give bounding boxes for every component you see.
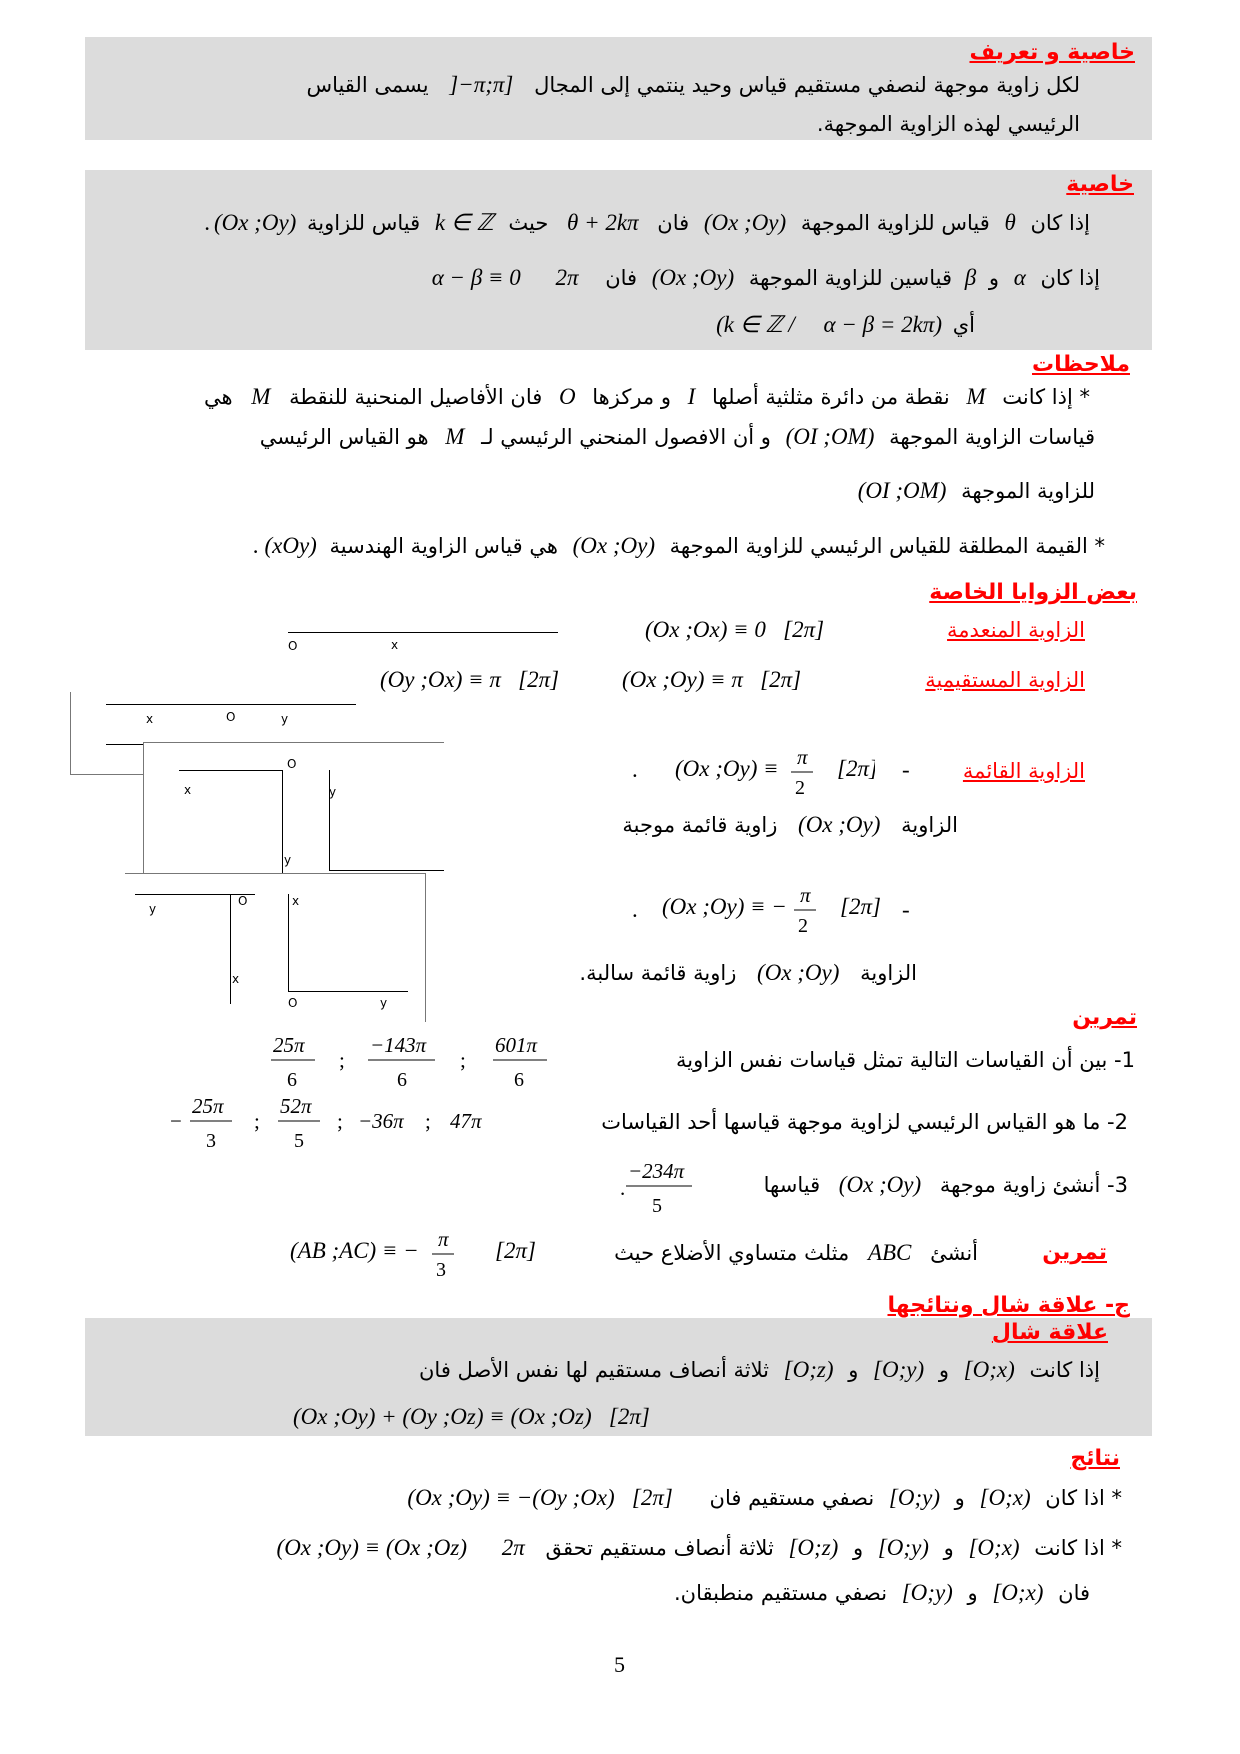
fig-label-y: y <box>281 712 289 726</box>
property-line-2 <box>424 265 1100 291</box>
fig-label-o: O <box>287 757 297 771</box>
oi-om-math: (OI ;OM) <box>857 478 947 503</box>
svg-text:[2π]: [2π] <box>837 756 875 781</box>
oy-math: [O;y) <box>877 1535 929 1560</box>
notes-line-1 <box>204 384 1090 410</box>
straight-angle-label: الزاوية المستقيمية <box>925 668 1085 692</box>
k-condition-math: (k ∈ ℤ / α − β = 2kπ) <box>716 312 943 337</box>
svg-text:6: 6 <box>397 1069 407 1091</box>
notes-line-3 <box>850 478 1095 504</box>
fig-label-o: O <box>226 710 236 724</box>
text: و <box>848 1358 859 1382</box>
definition-line-2: الرئيسي لهذه الزاوية الموجهة. <box>816 112 1080 136</box>
text: هو القياس الرئيسي <box>259 425 429 449</box>
angle-math: (Ox ;Oy) <box>651 265 735 290</box>
oy-math: [O;y) <box>873 1357 925 1382</box>
theta-2kpi-math: θ + 2kπ <box>567 210 639 235</box>
chasles-heading: ج- علاقة شال ونتائجها <box>887 1293 1130 1318</box>
right-angle-text <box>622 812 958 838</box>
exercise-1-q3-value <box>620 1155 710 1223</box>
svg-text:π: π <box>800 883 811 907</box>
fig-label-o: O <box>288 639 298 653</box>
r2-eq-math: (Ox ;Oy) ≡ (Ox ;Oz) <box>276 1535 468 1560</box>
svg-text:π: π <box>797 745 808 769</box>
text: و <box>853 1536 864 1560</box>
text: فان الأفاصيل المنحنية للنقطة <box>289 385 543 409</box>
m-math: M <box>251 384 271 409</box>
svg-text:.: . <box>620 1176 626 1200</box>
svg-text:(Ox ;Oy) ≡ −: (Ox ;Oy) ≡ − <box>662 894 787 919</box>
svg-text:52π: 52π <box>280 1094 312 1118</box>
exercise-1-q2-values <box>170 1088 515 1158</box>
text: فان <box>605 266 638 290</box>
fig-label-o: O <box>288 996 298 1010</box>
exercise-2-title: تمرين <box>1042 1240 1107 1265</box>
page-number: 5 <box>614 1652 625 1677</box>
m-math: M <box>966 384 986 409</box>
null-angle-label: الزاوية المنعدمة <box>947 618 1085 642</box>
property-box <box>85 170 1152 350</box>
straight-angle-eq-2: (Oy ;Ox) ≡ π [2π] <box>380 667 560 692</box>
svg-text:5: 5 <box>294 1130 304 1152</box>
fig-label-y: y <box>284 853 292 867</box>
svg-text:;: ; <box>254 1109 260 1133</box>
text: ثلاثة أنصاف مستقيم تحقق <box>545 1536 774 1560</box>
text: نقطة من دائرة مثلثية أصلها <box>712 385 950 409</box>
text: * القيمة المطلقة للقياس الرئيسي للزاوية الموجهة <box>669 534 1105 558</box>
svg-text:;: ; <box>337 1109 343 1133</box>
neg-angle-eq-svg <box>662 880 882 940</box>
fig-label-x: x <box>146 712 154 726</box>
text: فان <box>1058 1581 1090 1605</box>
text: قياسات الزاوية الموجهة <box>889 425 1095 449</box>
two-pi-math: 2π <box>555 265 579 290</box>
text: و <box>988 266 1000 290</box>
text: قياس للزاوية <box>307 211 421 235</box>
exercise-1-title: تمرين <box>1072 1005 1137 1030</box>
text: إذا كانت <box>1029 1358 1100 1382</box>
text: 3- أنشئ زاوية موجهة <box>939 1173 1128 1197</box>
q1-value-2 <box>368 1033 435 1091</box>
property-line-1: إذا كان θ قياس للزاوية الموجهة (Ox ;Oy) فان θ + 2kπ حيث k ∈ ℤ قياس للزاوية (Ox ;Oy). <box>204 210 1090 235</box>
svg-text:6: 6 <box>287 1069 297 1091</box>
chasles-title: علاقة شال <box>991 1320 1108 1345</box>
neg-angle-dot: . <box>632 897 638 922</box>
exercise-1-q1: 1- بين أن القياسات التالية تمثل قياسات نفس الزاوية <box>676 1048 1135 1072</box>
svg-text:2: 2 <box>795 777 805 799</box>
text: و مركزها <box>592 385 671 409</box>
text: * اذا كان <box>1045 1486 1122 1510</box>
xoy-math: (xOy) <box>264 533 317 558</box>
text: أنشئ <box>930 1241 978 1265</box>
svg-text:;: ; <box>339 1048 345 1072</box>
fig-label-x: x <box>292 894 300 908</box>
text: حيث <box>508 211 549 235</box>
text: الزاوية <box>901 813 958 837</box>
special-angles-title: بعض الزوايا الخاصة <box>929 580 1137 605</box>
oz-math: [O;z) <box>783 1357 834 1382</box>
svg-text:−143π: −143π <box>370 1033 427 1057</box>
oz-math: [O;z) <box>788 1535 839 1560</box>
text: و <box>967 1581 978 1605</box>
text: نصفي مستقيم منطبقان. <box>673 1581 888 1605</box>
svg-text:−234π: −234π <box>628 1159 685 1183</box>
q2-value-4 <box>170 1094 232 1152</box>
right-angle-figure <box>143 742 444 888</box>
oi-om-math: (OI ;OM) <box>785 424 875 449</box>
angle-math: (Ox ;Oy) <box>703 210 787 235</box>
text: و أن الافصول المنحني الرئيسي لـ <box>481 425 771 449</box>
fig-label-x: x <box>232 972 240 986</box>
right-angle-eq <box>675 742 875 802</box>
text: * اذا كانت <box>1034 1536 1122 1560</box>
r1-eq-math: (Ox ;Oy) ≡ −(Oy ;Ox) [2π] <box>407 1485 673 1510</box>
fig-label-y: y <box>329 785 337 799</box>
text: إذا كان <box>1030 211 1090 235</box>
oy-math: [O;y) <box>888 1485 940 1510</box>
q1-value-3 <box>493 1033 547 1091</box>
straight-angle-eq-1: (Ox ;Oy) ≡ π [2π] <box>622 667 802 692</box>
svg-text:3: 3 <box>206 1130 216 1152</box>
svg-text:25π: 25π <box>273 1033 305 1057</box>
oy-math: [O;y) <box>901 1580 953 1605</box>
interval-math: ]−π;π] <box>449 72 514 97</box>
svg-text:;: ; <box>425 1109 431 1133</box>
text: ثلاثة أنصاف مستقيم لها نفس الأصل فان <box>419 1358 769 1382</box>
text: الزاوية <box>860 961 917 985</box>
ox-math: [O;x) <box>979 1485 1031 1510</box>
text: زاوية قائمة موجبة <box>622 813 778 837</box>
svg-text:[2π]: [2π] <box>840 894 881 919</box>
svg-text:2: 2 <box>798 915 808 937</box>
m-math: M <box>445 424 465 449</box>
two-pi-math: 2π <box>501 1535 525 1560</box>
text: قياس للزاوية الموجهة <box>800 211 990 235</box>
exercise-1-q3 <box>764 1172 1128 1198</box>
exercise-2-eq <box>290 1224 550 1288</box>
text: زاوية قائمة سالبة. <box>579 961 737 985</box>
right-angle-dot: . <box>632 757 638 782</box>
alpha-beta-math: α − β ≡ 0 <box>431 265 521 290</box>
svg-text:;: ; <box>460 1048 466 1072</box>
fig-label-x: x <box>391 638 399 652</box>
svg-text:25π: 25π <box>192 1094 224 1118</box>
definition-text: لكل زاوية موجهة لنصفي مستقيم قياس وحيد ينتمي إلى المجال <box>534 73 1080 97</box>
angle-math: (Ox ;Oy) <box>213 210 297 235</box>
q1-values-svg <box>255 1027 575 1097</box>
exercise-2-eq-svg <box>290 1224 550 1288</box>
fig-label-y: y <box>149 902 157 916</box>
text: أي <box>952 313 975 337</box>
svg-text:3: 3 <box>436 1259 446 1281</box>
fig-label-o: O <box>238 894 248 908</box>
text: نصفي مستقيم فان <box>709 1486 875 1510</box>
text: قياسها <box>763 1173 821 1197</box>
notes-line-4: * القيمة المطلقة للقياس الرئيسي للزاوية الموجهة (Ox ;Oy) هي قياس الزاوية الهندسية (xOy). <box>252 533 1105 558</box>
q3-value-svg <box>620 1155 710 1223</box>
chasles-line-1 <box>419 1357 1100 1383</box>
q2-values-svg <box>170 1088 515 1158</box>
text: هي <box>203 385 233 409</box>
results-line-2 <box>277 1535 1122 1561</box>
results-line-1 <box>407 1485 1122 1511</box>
definition-line-1 <box>306 72 1080 98</box>
text: * إذا كانت <box>1002 385 1090 409</box>
angle-math: (Ox ;Oy) <box>838 1172 922 1197</box>
k-in-z-math: k ∈ ℤ <box>434 210 494 235</box>
svg-text:[2π]: [2π] <box>495 1238 536 1263</box>
right-angle-eq-svg <box>675 742 875 802</box>
svg-text:(AB ;AC) ≡ −: (AB ;AC) ≡ − <box>290 1238 419 1263</box>
property-line-3 <box>712 312 975 338</box>
svg-text:(Ox ;Oy) ≡: (Ox ;Oy) ≡ <box>675 756 779 781</box>
alpha-math: α <box>1013 265 1026 290</box>
svg-text:−36π: −36π <box>358 1109 404 1133</box>
neg-angle-dash: - <box>902 897 910 922</box>
abc-math: ABC <box>867 1240 912 1265</box>
svg-text:π: π <box>438 1227 449 1251</box>
right-angle-dash: - <box>902 757 910 782</box>
ox-math: [O;x) <box>963 1357 1015 1382</box>
svg-text:47π: 47π <box>450 1109 482 1133</box>
text: فان <box>657 211 690 235</box>
text: هي قياس الزاوية الهندسية <box>329 534 558 558</box>
text: قياسين للزاوية الموجهة <box>748 266 953 290</box>
property-title: خاصية <box>1066 172 1134 197</box>
exercise-1-q1-values <box>255 1027 575 1097</box>
angle-math: (Ox ;Oy) <box>798 812 881 837</box>
ox-math: [O;x) <box>992 1580 1044 1605</box>
text: إذا كان <box>1040 266 1100 290</box>
text: و <box>938 1358 949 1382</box>
right-angle-label: الزاوية القائمة <box>962 759 1085 783</box>
neg-angle-figure <box>125 873 426 1022</box>
svg-text:601π: 601π <box>495 1033 538 1057</box>
exercise-2-text <box>614 1240 978 1266</box>
text: و <box>954 1486 965 1510</box>
definition-text-end: يسمى القياس <box>306 73 429 97</box>
results-title: نتائج <box>1070 1446 1120 1471</box>
null-angle-eq: (Ox ;Ox) ≡ 0 [2π] <box>645 617 825 642</box>
text: للزاوية الموجهة <box>961 479 1095 503</box>
svg-text:−: − <box>170 1109 182 1133</box>
text: و <box>943 1536 954 1560</box>
ox-math: [O;x) <box>968 1535 1020 1560</box>
definition-title: خاصية و تعريف <box>969 40 1135 65</box>
angle-math: (Ox ;Oy) <box>572 533 655 558</box>
o-math: O <box>558 384 576 409</box>
fig-label-y: y <box>380 996 388 1010</box>
angle-math: (Ox ;Oy) <box>757 960 840 985</box>
beta-math: β <box>964 265 977 290</box>
q1-value-1 <box>271 1033 315 1091</box>
notes-line-2 <box>260 424 1095 450</box>
q2-value-3 <box>278 1094 320 1152</box>
svg-text:6: 6 <box>514 1069 524 1091</box>
exercise-1-q2: 2- ما هو القياس الرئيسي لزاوية موجهة قياسها أحد القياسات <box>601 1110 1128 1134</box>
neg-angle-text <box>579 960 917 986</box>
theta-math: θ <box>1004 210 1016 235</box>
null-angle-figure <box>278 628 568 658</box>
results-line-3 <box>674 1580 1090 1606</box>
neg-angle-eq <box>662 880 882 940</box>
text: مثلث متساوي الأضلاع حيث <box>614 1241 850 1265</box>
fig-label-x: x <box>184 783 192 797</box>
notes-title: ملاحظات <box>1032 352 1130 377</box>
chasles-relation: (Ox ;Oy) + (Oy ;Oz) ≡ (Ox ;Oz) [2π] <box>293 1404 650 1429</box>
svg-text:5: 5 <box>652 1195 662 1217</box>
i-math: I <box>687 384 696 409</box>
